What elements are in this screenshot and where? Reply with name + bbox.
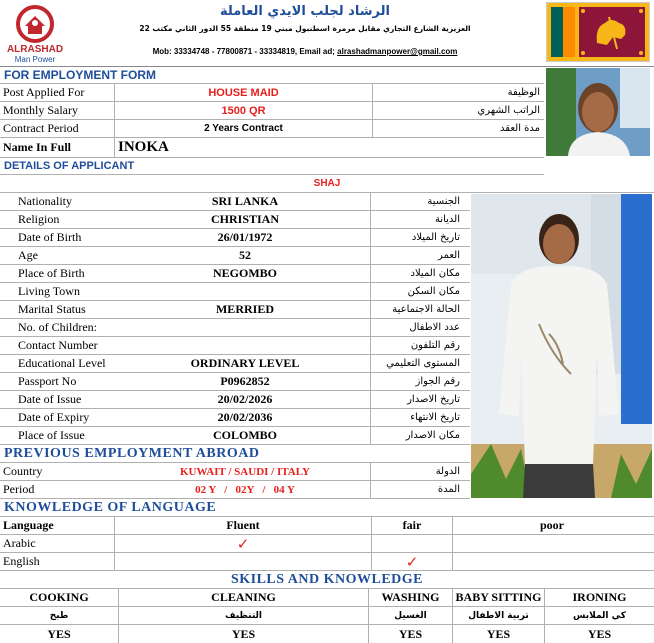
skill-arabic-name: طبخ [0, 607, 118, 625]
detail-value: MERRIED [215, 302, 274, 316]
email-link[interactable]: alrashadmanpower@gmail.com [337, 47, 458, 56]
letterhead [0, 0, 654, 67]
detail-label: Passport No [18, 374, 77, 388]
post-value: HOUSE MAID [208, 86, 279, 99]
skill-name: COOKING [0, 589, 118, 607]
detail-arabic-label: رقم التلفون [410, 340, 460, 351]
logo-text: ALRASHAD [6, 44, 64, 55]
language-row [0, 535, 654, 553]
period-row [0, 481, 470, 499]
detail-label: Date of Expiry [18, 410, 90, 424]
applicant-portrait-photo [546, 68, 650, 156]
detail-row [0, 283, 470, 301]
detail-arabic-label: مكان السكن [407, 286, 460, 297]
detail-arabic-label: المستوى التعليمي [386, 358, 460, 369]
fair-check [372, 535, 452, 552]
salary-row [0, 102, 544, 120]
name-row [0, 138, 544, 158]
detail-value [115, 283, 375, 300]
detail-label: Place of Issue [18, 428, 85, 442]
country-label: Country [3, 464, 43, 478]
detail-arabic-label: الحالة الاجتماعية [392, 304, 460, 315]
logo-subtext: Man Power [14, 55, 56, 64]
period-label: Period [3, 482, 35, 496]
company-contact [70, 47, 540, 56]
contract-row [0, 120, 544, 138]
skill-column [118, 589, 368, 643]
skill-value: YES [398, 626, 423, 641]
form-title-row [0, 67, 544, 84]
detail-row [0, 301, 470, 319]
detail-label: Date of Birth [18, 230, 82, 244]
detail-value: 52 [239, 248, 251, 262]
detail-value: COLOMBO [212, 428, 277, 442]
detail-row [0, 319, 470, 337]
skills-title-row [0, 571, 654, 589]
applicant-code: SHAJ [313, 178, 341, 189]
skill-name: WASHING [369, 589, 452, 607]
skill-name: IRONING [545, 589, 654, 607]
name-label: Name In Full [3, 140, 72, 154]
detail-value: CHRISTIAN [210, 212, 279, 226]
poor-check [453, 553, 651, 570]
detail-value: SRI LANKA [211, 194, 279, 208]
post-label: Post Applied For [3, 85, 85, 99]
detail-row [0, 265, 470, 283]
detail-arabic-label: مكان الاصدار [405, 430, 460, 441]
skill-value: YES [587, 626, 612, 641]
language-title: KNOWLEDGE OF LANGUAGE [4, 499, 217, 515]
language-title-row [0, 499, 654, 517]
form-title: FOR EMPLOYMENT FORM [4, 68, 156, 82]
previous-title-row [0, 445, 470, 463]
post-row [0, 84, 544, 102]
detail-label: Marital Status [18, 302, 86, 316]
detail-arabic-label: تاريخ الميلاد [411, 232, 460, 243]
skill-value: YES [486, 626, 511, 641]
language-name: English [3, 554, 40, 568]
post-arabic-label: الوظيفة [507, 87, 540, 98]
skill-name: CLEANING [119, 589, 368, 607]
detail-arabic-label: العمر [438, 250, 460, 261]
detail-arabic-label: الجنسية [427, 196, 460, 207]
detail-label: Age [18, 248, 38, 262]
detail-value: P0962852 [220, 374, 270, 388]
language-name: Arabic [3, 536, 36, 550]
skill-arabic-name: التنظيف [119, 607, 368, 625]
detail-row [0, 391, 470, 409]
details-title-row [0, 158, 544, 175]
fluent-check [115, 553, 371, 570]
salary-value: 1500 QR [221, 104, 266, 117]
detail-label: No. of Children: [18, 320, 97, 334]
detail-arabic-label: مكان الميلاد [410, 268, 460, 279]
name-value: INOKA [118, 139, 169, 155]
skill-column [452, 589, 544, 643]
salary-arabic-label: الراتب الشهري [477, 105, 540, 116]
skill-column [544, 589, 654, 643]
detail-label: Place of Birth [18, 266, 85, 280]
details-title: DETAILS OF APPLICANT [4, 160, 135, 172]
poor-header: poor [540, 518, 564, 532]
fluent-header: Fluent [226, 518, 260, 532]
skills-title: SKILLS AND KNOWLEDGE [230, 571, 424, 587]
detail-value: 26/01/1972 [217, 230, 273, 244]
detail-value [115, 337, 375, 354]
skill-arabic-name: الغسيل [369, 607, 452, 625]
language-header: Language [3, 518, 54, 532]
detail-label: Living Town [18, 284, 80, 298]
language-header-row [0, 517, 654, 535]
detail-arabic-label: عدد الاطفال [409, 322, 460, 333]
phone-numbers: Mob: 33334748 - 77800871 - 33334819, Email ad; [152, 47, 338, 56]
detail-label: Religion [18, 212, 60, 226]
salary-label: Monthly Salary [3, 103, 78, 117]
period-arabic-label: المدة [437, 484, 460, 495]
skill-arabic-name: كي الملابس [545, 607, 654, 625]
skill-column [368, 589, 452, 643]
poor-check [453, 535, 651, 552]
fair-check: ✓ [405, 552, 419, 571]
detail-value: 20/02/2026 [217, 392, 273, 406]
detail-arabic-label: الديانة [434, 214, 460, 225]
applicant-full-body-photo [471, 194, 652, 498]
detail-row [0, 409, 470, 427]
applicant-code-row [0, 175, 654, 193]
country-row [0, 463, 470, 481]
fluent-check: ✓ [236, 534, 250, 553]
detail-label: Contact Number [18, 338, 98, 352]
detail-arabic-label: رقم الجواز [415, 376, 460, 387]
language-row [0, 553, 654, 571]
skills-table [0, 589, 654, 643]
detail-value: 20/02/2036 [217, 410, 273, 424]
previous-title: PREVIOUS EMPLOYMENT ABROAD [4, 445, 260, 461]
fair-header: fair [402, 518, 422, 532]
detail-row [0, 427, 470, 445]
contract-value: 2 Years Contract [204, 123, 283, 134]
company-address: العزيزية الشارع التجاري مقابل مرمرة اسطنبول مبني 19 منطقة 55 الدور الثاني مكتب 22 [139, 24, 471, 33]
company-arabic-name: الرشاد لجلب الايدي العاملة [220, 4, 390, 19]
country-arabic-label: الدولة [435, 466, 460, 477]
period-value: 02 Y / 02Y / 04 Y [195, 483, 295, 496]
detail-row [0, 193, 470, 211]
country-value: KUWAIT / SAUDI / ITALY [179, 465, 310, 478]
detail-value: ORDINARY LEVEL [190, 356, 300, 370]
contract-arabic-label: مدة العقد [500, 123, 540, 134]
skill-arabic-name: تربية الاطفال [453, 607, 544, 625]
contract-label: Contract Period [3, 121, 79, 135]
detail-label: Nationality [18, 194, 72, 208]
company-logo [2, 2, 68, 64]
detail-arabic-label: تاريخ الانتهاء [410, 412, 460, 423]
detail-row [0, 373, 470, 391]
skill-value: YES [47, 626, 71, 641]
skill-column [0, 589, 118, 643]
detail-row [0, 229, 470, 247]
detail-label: Educational Level [18, 356, 106, 370]
detail-value: NEGOMBO [212, 266, 277, 280]
detail-row [0, 247, 470, 265]
detail-row [0, 337, 470, 355]
detail-arabic-label: تاريخ الاصدار [407, 394, 460, 405]
detail-value [115, 319, 375, 336]
detail-row [0, 355, 470, 373]
detail-row [0, 211, 470, 229]
sri-lanka-flag [546, 2, 650, 62]
skill-name: BABY SITTING [453, 589, 544, 607]
skill-value: YES [231, 626, 256, 641]
detail-label: Date of Issue [18, 392, 82, 406]
